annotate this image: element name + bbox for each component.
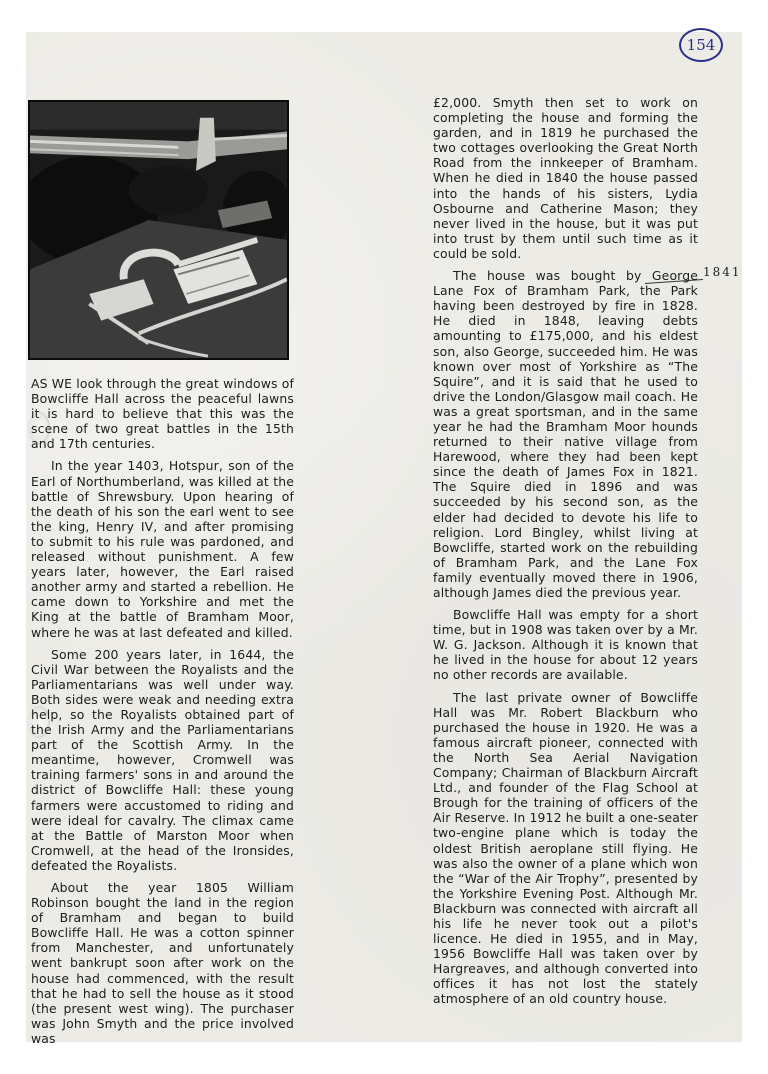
handwritten-margin-note: 1841: [703, 265, 742, 279]
article-column-left: [31, 376, 294, 1053]
paragraph-hotspur-1403: In the year 1403, Hotspur, son of the Earl of Northumberland, was killed at the battle of Shrewsbury. Upon hearing of the death of his son the earl went to see the king, Henry IV, and after promising to submit to his rule was pardoned, and released without punishment. A few years later, however, the Earl raised another army and started a rebellion. He came down to Yorkshire and met the King at the battle of Bramham Moor, where he was at last defeated and killed.: [31, 458, 294, 640]
paragraph-smyth: £2,000. Smyth then set to work on completing the house and forming the garden, and in 1819 he purchased the two cottages overlooking the Great North Road from the innkeeper of Bramham. When he died in 1840 the house passed into the hands of his sisters, Lydia Osbourne and Catherine Mason; they never lived in the house, but it was put into trust by them until such time as it could be sold.: [433, 95, 698, 261]
page-number-text: 154: [686, 36, 716, 54]
page-number-circled: [679, 28, 723, 62]
article-column-right: [433, 95, 698, 1014]
paragraph-blackburn-1920: The last private owner of Bowcliffe Hall was Mr. Robert Blackburn who purchased the house in 1920. He was a famous aircraft pioneer, connected with the North Sea Aerial Navigation Company; Chairman of Blackburn Aircraft Ltd., and founder of the Flag School at Brough for the training of officers of the Air Reserve. In 1912 he built a one-seater two-engine plane which is today the oldest British aeroplane still flying. He was also the owner of a plane which won the “War of the Air Trophy”, presented by the Yorkshire Evening Post. Although Mr. Blackburn was connected with aircraft all his life he never took out a pilot's licence. He died in 1955, and in May, 1956 Bowcliffe Hall was taken over by Hargreaves, and although converted into offices it has not lost the stately atmosphere of an old country house.: [433, 689, 698, 1007]
paragraph-civil-war-1644: Some 200 years later, in 1644, the Civil War between the Royalists and the Parliamentarians was well under way. Both sides were weak and needing extra help, so the Royalists obtained part of the Irish Army and the Parliamentarians part of the Scottish Army. In the meantime, however, Cromwell was training farmers' sons in and around the district of Bowcliffe Hall: these young farmers were accustomed to riding and were ideal for cavalry. The climax came at the Battle of Marston Moor when Cromwell, at the head of the Ironsides, defeated the Royalists.: [31, 646, 294, 873]
photo-illustration: [30, 102, 287, 358]
paragraph-lane-fox: The house was bought by George Lane Fox of Bramham Park, the Park having been destroyed by fire in 1828. He died in 1848, leaving debts amounting to £175,000, and his eldest son, also George, succeeded him. He was known over most of Yorkshire as “The Squire”, and it is said that he used to drive the London/Glasgow mail coach. He was a great sportsman, and in the same year he had the Bramham Moor hounds returned to their native village from Harewood, where they had been kept since the death of James Fox in 1821. The Squire died in 1896 and was succeeded by his second son, as the elder had decided to devote his life to religion. Lord Bingley, whilst living at Bowcliffe, started work on the rebuilding of Bramham Park, and the Lane Fox family eventually moved there in 1906, although James died the previous year.: [433, 268, 698, 600]
paragraph-robinson-1805: About the year 1805 William Robinson bought the land in the region of Bramham and began to build Bowcliffe Hall. He was a cotton spinner from Manchester, and unfortunately went bankrupt soon after work on the house had commenced, with the result that he had to sell the house as it stood (the present west wing). The purchaser was John Smyth and the price involved was: [31, 880, 294, 1046]
paragraph-intro: AS WE look through the great windows of Bowcliffe Hall across the peaceful lawns it is hard to believe that this was the scene of two great battles in the 15th and 17th centuries.: [31, 376, 294, 452]
paragraph-jackson-1908: Bowcliffe Hall was empty for a short time, but in 1908 was taken over by a Mr. W. G. Jackson. Although it is known that he lived in the house for about 12 years no other records are available.: [433, 607, 698, 683]
aerial-photo-bowcliffe-hall: [28, 100, 289, 360]
